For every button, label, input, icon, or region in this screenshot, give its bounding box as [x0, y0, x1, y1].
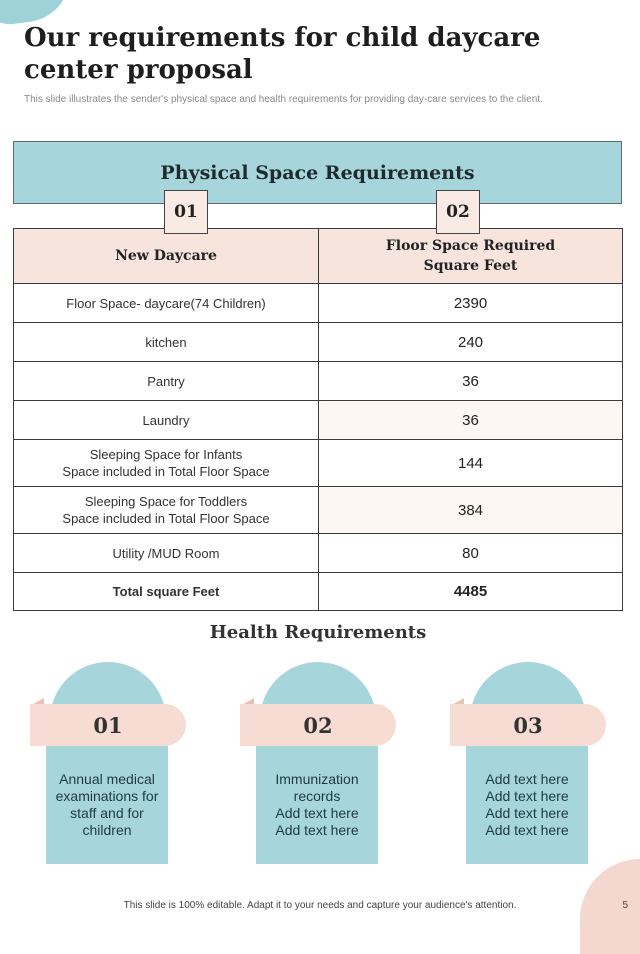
- card-text-line: Add text here: [275, 822, 359, 838]
- total-label: Total square Feet: [14, 573, 319, 611]
- card-number: 02: [240, 704, 396, 746]
- row-value: 384: [319, 487, 623, 534]
- row-value: 80: [319, 534, 623, 573]
- row-label: [14, 487, 319, 534]
- card-text-line: Add text here: [485, 805, 569, 821]
- row-label-line: Space included in Total Floor Space: [62, 511, 270, 526]
- table-total-row: [14, 573, 623, 611]
- health-card-02: [240, 662, 400, 866]
- card-text-line: staff and for: [70, 805, 144, 821]
- health-card-03: [450, 662, 610, 866]
- table-header-row: [14, 229, 623, 284]
- card-text-line: Immunization: [275, 771, 359, 787]
- table-row: [14, 487, 623, 534]
- table-row: [14, 284, 623, 323]
- card-number: 01: [30, 704, 186, 746]
- footer-note: This slide is 100% editable. Adapt it to your needs and capture your audience's attention.: [123, 900, 517, 911]
- row-label: Laundry: [14, 401, 319, 440]
- card-text-line: Add text here: [485, 788, 569, 804]
- row-label: kitchen: [14, 323, 319, 362]
- row-label: Floor Space- daycare(74 Children): [14, 284, 319, 323]
- card-text-line: records: [293, 788, 341, 804]
- card-text-line: Add text here: [275, 805, 359, 821]
- row-label-line: Sleeping Space for Toddlers: [84, 494, 248, 509]
- card-text-line: examinations for: [55, 788, 159, 804]
- table-row: [14, 401, 623, 440]
- row-label: [14, 440, 319, 487]
- table-row: [14, 362, 623, 401]
- total-value: 4485: [319, 573, 623, 611]
- page-number: 5: [622, 900, 628, 911]
- row-value: 240: [319, 323, 623, 362]
- column-number-02: 02: [436, 190, 480, 234]
- card-text-line: Annual medical: [59, 771, 155, 787]
- card-text-line: Add text here: [485, 822, 569, 838]
- column-header-floor-space: Floor Space Required Square Feet: [319, 229, 623, 284]
- row-value: 36: [319, 362, 623, 401]
- card-body: [46, 746, 168, 864]
- row-label-line: Sleeping Space for Infants: [89, 447, 243, 462]
- row-label: Pantry: [14, 362, 319, 401]
- table-row: [14, 534, 623, 573]
- column-header-new-daycare: New Daycare: [14, 229, 319, 284]
- row-value: 36: [319, 401, 623, 440]
- table-row: [14, 440, 623, 487]
- health-requirements-title: Health Requirements: [209, 622, 427, 643]
- card-number: 03: [450, 704, 606, 746]
- physical-space-banner: Physical Space Requirements: [13, 141, 622, 204]
- card-text-line: Add text here: [485, 771, 569, 787]
- row-label: Utility /MUD Room: [14, 534, 319, 573]
- column-number-01: 01: [164, 190, 208, 234]
- row-label-line: Space included in Total Floor Space: [62, 464, 270, 479]
- row-value: 2390: [319, 284, 623, 323]
- table-row: [14, 323, 623, 362]
- card-text-line: children: [82, 822, 132, 838]
- physical-requirements-table: [13, 228, 623, 611]
- slide-title: Our requirements for child daycare center proposal: [24, 23, 541, 85]
- card-body: [466, 746, 588, 864]
- row-value: 144: [319, 440, 623, 487]
- slide-subtitle: This slide illustrates the sender's physical space and health requirements for providing day-care services to the client.: [24, 94, 543, 105]
- health-card-01: [30, 662, 190, 866]
- card-body: [256, 746, 378, 864]
